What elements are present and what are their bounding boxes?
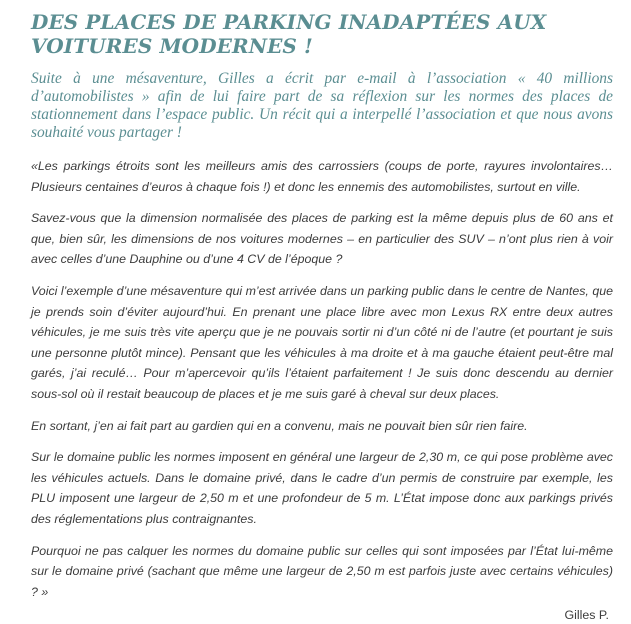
paragraph-3: Voici l’exemple d’une mésaventure qui m’est arrivée dans un parking public dans le centre de Nantes, que je prends soin d’éviter aujourd’hui. En prenant une place libre avec mon Lexus RX entre deux autres véhicules, je me suis très vite aperçu que je ne pouvais sortir ni d’un côté ni de l’autre (et pourtant je suis une personne plutôt mince). Pensant que les véhicules à ma droite et à ma gauche étaient peut-être mal garés, j’ai reculé… Pour m’apercevoir qu’ils l’étaient parfaitement ! Je suis donc descendu au dernier sous-sol où il restait beaucoup de places et je me suis garé à cheval sur deux places. (31, 283, 613, 401)
article-lead: Suite à une mésaventure, Gilles a écrit par e-mail à l’association « 40 millions d’automobilistes » afin de lui faire part de sa réflexion sur les normes des places de stationnement dans l’espace public. Un récit qui a interpellé l’association et que nous avons souhaité vous partager ! (31, 70, 613, 141)
article-title: DES PLACES DE PARKING INADAPTÉES AUX VOITURES MODERNES ! (31, 10, 547, 58)
paragraph-4: En sortant, j’en ai fait part au gardien qui en a convenu, mais ne pouvait bien sûr rien faire. (31, 418, 528, 433)
signature: Gilles P. (564, 608, 609, 623)
paragraph-1: «Les parkings étroits sont les meilleurs amis des carrossiers (coups de porte, rayures involontaires… Plusieurs centaines d’euros à chaque fois !) et donc les ennemis des automobilistes, surtout en ville. (31, 159, 613, 194)
paragraph-2: Savez-vous que la dimension normalisée des places de parking est la même depuis plus de 60 ans et que, bien sûr, les dimensions de nos voitures modernes – en particulier des SUV – n’ont plus rien à voir avec celles d’une Dauphine ou d’une 4 CV de l’époque ? (31, 211, 613, 267)
paragraph-6: Pourquoi ne pas calquer les normes du domaine public sur celles qui sont imposées par l’État lui-même sur le domaine privé (sachant que même une largeur de 2,50 m est parfois juste avec certains véhicules) ? » (31, 543, 613, 599)
paragraph-5: Sur le domaine public les normes imposent en général une largeur de 2,30 m, ce qui pose problème avec les véhicules actuels. Dans le domaine privé, dans le cadre d’un permis de construire par exemple, les PLU imposent une largeur de 2,50 m et une profondeur de 5 m. L’État impose donc aux parkings privés des réglementations plus contraignantes. (31, 450, 613, 526)
